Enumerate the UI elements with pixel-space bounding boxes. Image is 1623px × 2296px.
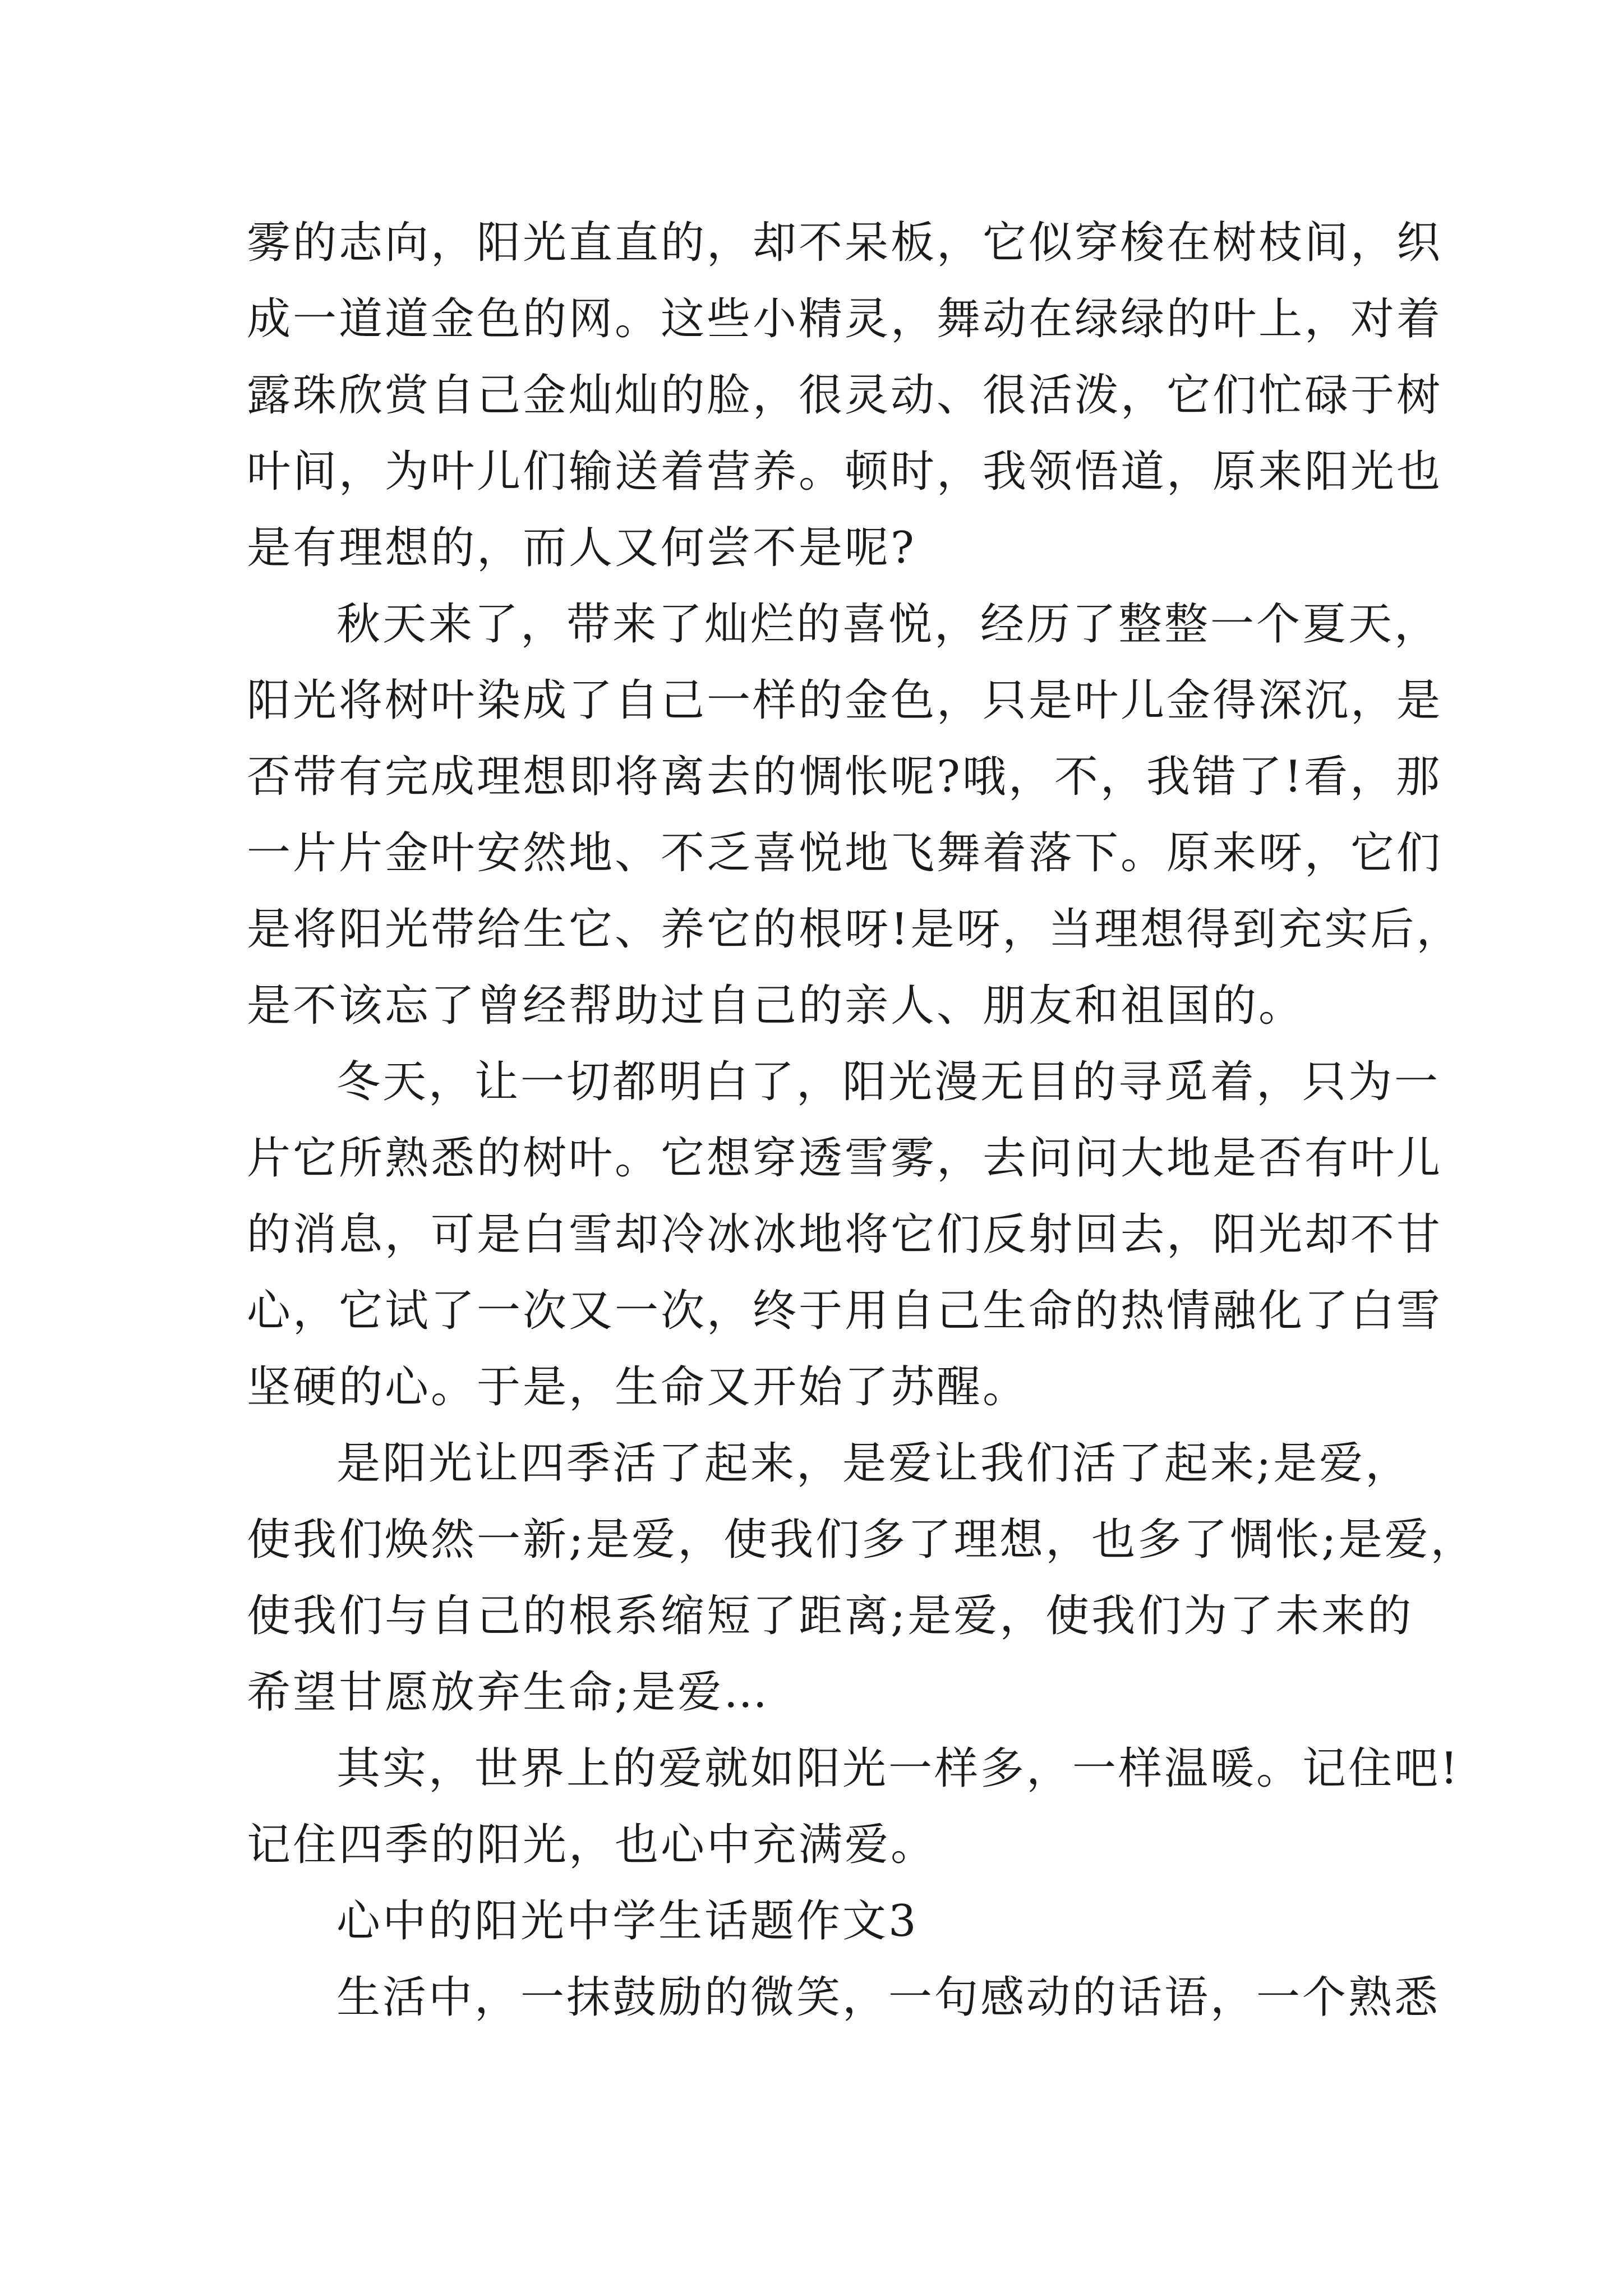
text-line: 雾的志向，阳光直直的，却不呆板，它似穿梭在树枝间，织 (247, 218, 1443, 268)
text-line: 一片片金叶安然地、不乏喜悦地飞舞着落下。原来呀，它们 (247, 828, 1443, 878)
paragraph-start-line: 是阳光让四季活了起来，是爱让我们活了起来;是爱， (336, 1438, 1412, 1489)
section-heading: 心中的阳光中学生话题作文3 (336, 1896, 919, 1947)
text-line: 是不该忘了曾经帮助过自己的亲人、朋友和祖国的。 (247, 981, 1305, 1031)
text-line: 是有理想的，而人又何尝不是呢? (247, 523, 916, 573)
text-line: 希望甘愿放弃生命;是爱… (247, 1667, 770, 1718)
text-line: 片它所熟悉的树叶。它想穿透雪雾，去问问大地是否有叶儿 (247, 1133, 1443, 1184)
text-line: 的消息，可是白雪却冷冰冰地将它们反射回去，阳光却不甘 (247, 1209, 1443, 1260)
text-line: 阳光将树叶染成了自己一样的金色，只是叶儿金得深沉，是 (247, 675, 1443, 726)
text-line: 否带有完成理想即将离去的惆怅呢?哦，不，我错了!看，那 (247, 752, 1442, 802)
text-line: 使我们与自己的根系缩短了距离;是爱，使我们为了未来的 (247, 1591, 1414, 1641)
paragraph-start-line: 生活中，一抹鼓励的微笑，一句感动的话语，一个熟悉 (336, 1972, 1441, 2023)
paragraph-start-line: 冬天，让一切都明白了，阳光漫无目的寻觅着，只为一 (336, 1057, 1441, 1107)
text-line: 成一道道金色的网。这些小精灵，舞动在绿绿的叶上，对着 (247, 294, 1443, 344)
text-line: 坚硬的心。于是，生命又开始了苏醒。 (247, 1362, 1029, 1412)
text-line: 是将阳光带给生它、养它的根呀!是呀，当理想得到充实后， (247, 904, 1463, 955)
text-line: 叶间，为叶儿们输送着营养。顿时，我领悟道，原来阳光也 (247, 447, 1443, 497)
text-line: 使我们焕然一新;是爱，使我们多了理想，也多了惆怅;是爱， (247, 1515, 1477, 1565)
paragraph-start-line: 秋天来了，带来了灿烂的喜悦，经历了整整一个夏天， (336, 599, 1441, 650)
text-line: 记住四季的阳光，也心中充满爱。 (247, 1820, 937, 1870)
paragraph-start-line: 其实，世界上的爱就如阳光一样多，一样温暖。记住吧! (336, 1743, 1460, 1794)
article-body (247, 205, 1477, 2036)
text-line: 心，它试了一次又一次，终于用自己生命的热情融化了白雪 (247, 1286, 1443, 1336)
text-line: 露珠欣赏自己金灿灿的脸，很灵动、很活泼，它们忙碌于树 (247, 370, 1443, 421)
